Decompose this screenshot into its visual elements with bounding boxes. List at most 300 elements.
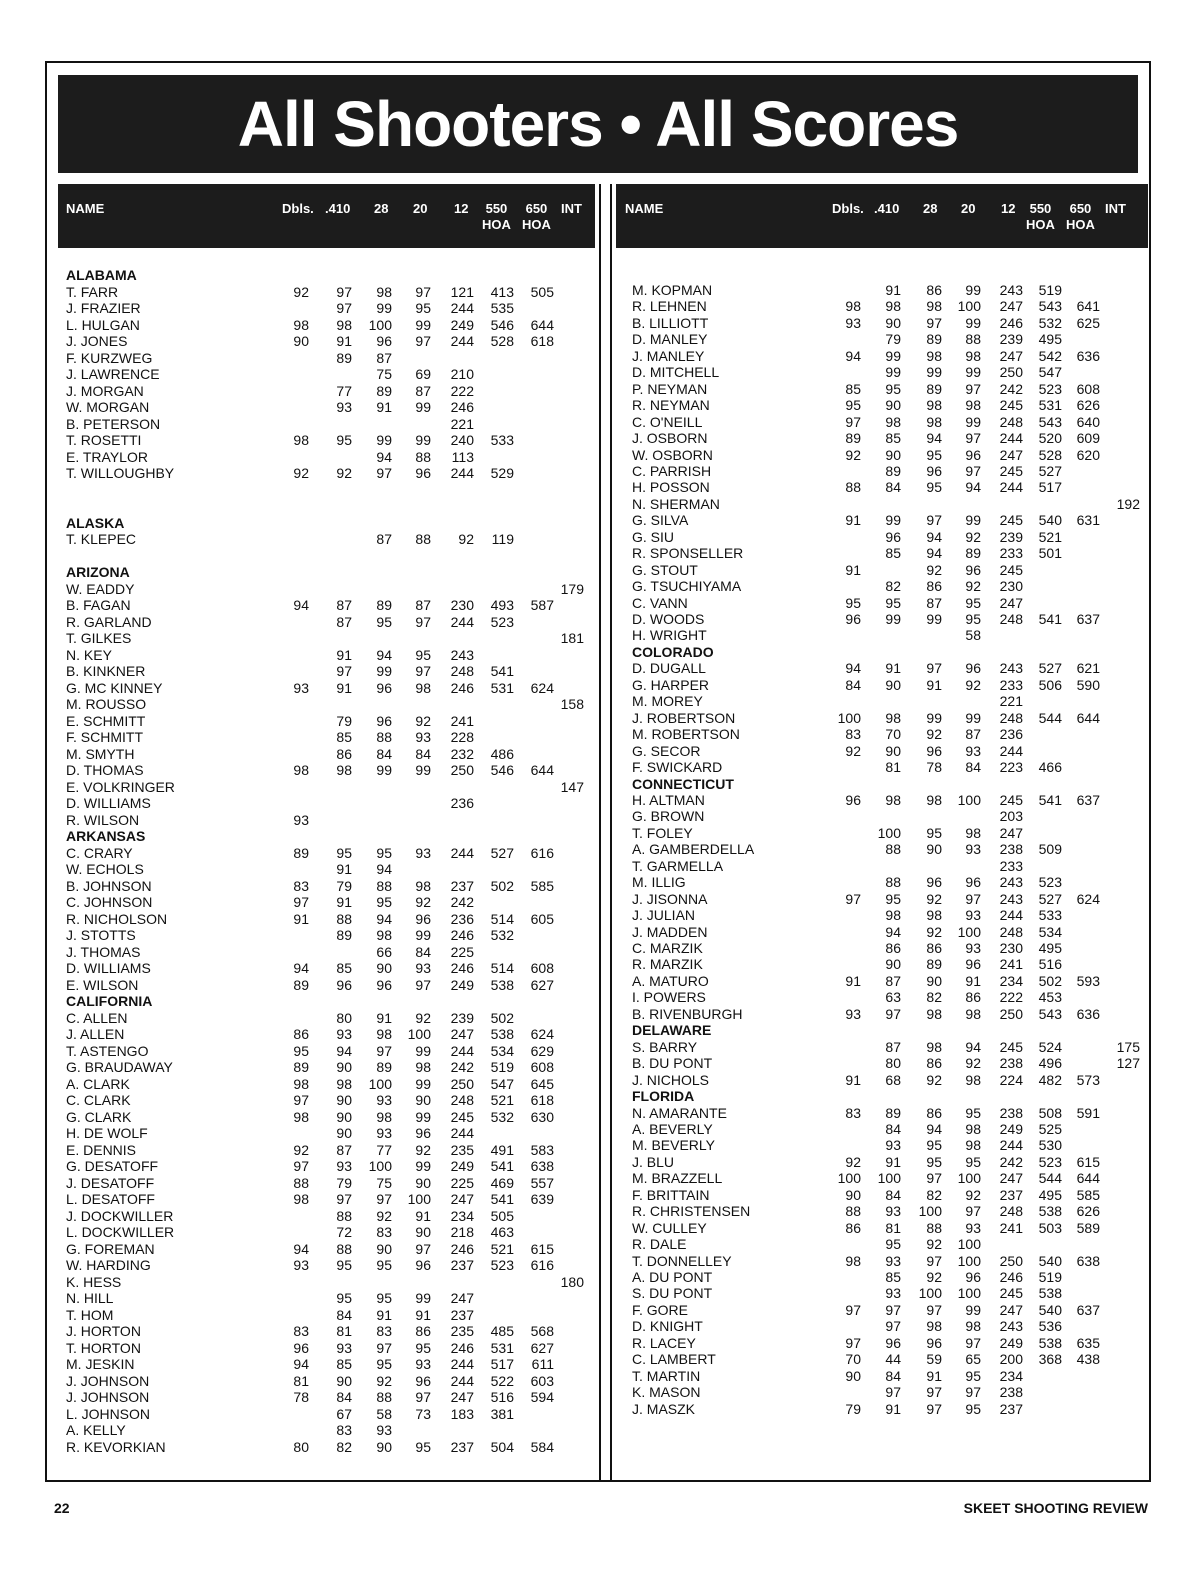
score-c28: 97 bbox=[926, 512, 942, 529]
score-c28: 86 bbox=[926, 578, 942, 595]
score-c12: 242 bbox=[999, 380, 1023, 397]
score-c410: 81 bbox=[885, 1219, 901, 1236]
shooter-name: T. KLEPEC bbox=[66, 531, 137, 547]
score-c410: 92 bbox=[336, 465, 352, 481]
score-c28: 98 bbox=[926, 298, 942, 315]
header-12: 12 bbox=[454, 201, 469, 216]
header-650-label: 650 bbox=[525, 201, 548, 216]
score-dbls: 92 bbox=[293, 283, 309, 300]
score-c12: 248 bbox=[999, 413, 1023, 430]
shooter-name: D. WILLIAMS bbox=[66, 960, 151, 976]
score-c20: 91 bbox=[415, 1306, 431, 1323]
score-c28: 99 bbox=[926, 611, 942, 627]
score-c20: 95 bbox=[965, 1104, 981, 1121]
shooter-name: N. SHERMAN bbox=[632, 495, 720, 512]
score-int: 181 bbox=[560, 630, 584, 646]
shooter-name: W. HARDING bbox=[66, 1257, 151, 1273]
shooter-row bbox=[612, 1335, 1152, 1352]
score-c20: 93 bbox=[965, 907, 981, 924]
shooter-name: G. FOREMAN bbox=[66, 1240, 155, 1257]
shooter-name: T. FARR bbox=[66, 283, 119, 300]
score-c20: 99 bbox=[415, 1290, 431, 1306]
score-c28: 96 bbox=[376, 679, 392, 696]
score-c12: 250 bbox=[999, 1005, 1023, 1022]
score-c550: 543 bbox=[1038, 298, 1062, 315]
score-c410: 95 bbox=[885, 1236, 901, 1253]
score-c650: 624 bbox=[530, 1026, 554, 1042]
score-c650: 573 bbox=[1076, 1071, 1100, 1088]
score-c12: 248 bbox=[450, 663, 474, 679]
score-dbls: 94 bbox=[293, 960, 309, 976]
state-heading bbox=[54, 564, 599, 581]
score-c20: 95 bbox=[415, 1438, 431, 1455]
score-dbls: 96 bbox=[845, 791, 861, 808]
shooter-name: J. JOHNSON bbox=[66, 1372, 150, 1389]
state-heading bbox=[54, 515, 599, 532]
shooter-row bbox=[612, 1105, 1152, 1122]
shooter-row bbox=[54, 300, 599, 317]
score-c12: 250 bbox=[450, 762, 474, 778]
score-c12: 233 bbox=[999, 857, 1023, 874]
score-c410: 95 bbox=[336, 844, 352, 861]
shooter-row bbox=[612, 512, 1152, 529]
score-c12: 237 bbox=[999, 1186, 1023, 1203]
score-c20: 87 bbox=[415, 597, 431, 613]
score-c28: 82 bbox=[926, 1186, 942, 1203]
score-c550: 495 bbox=[1038, 940, 1062, 956]
score-c28: 100 bbox=[918, 1285, 942, 1302]
score-c410: 85 bbox=[885, 1269, 901, 1285]
shooter-name: A. CLARK bbox=[66, 1075, 130, 1092]
score-c28: 95 bbox=[376, 1257, 392, 1273]
shooter-row bbox=[612, 956, 1152, 973]
score-c410: 79 bbox=[885, 331, 901, 348]
score-c12: 248 bbox=[999, 1203, 1023, 1220]
score-c28: 89 bbox=[376, 1059, 392, 1075]
score-c410: 93 bbox=[885, 1203, 901, 1220]
shooter-name: M. SMYTH bbox=[66, 745, 135, 762]
score-c550: 516 bbox=[490, 1389, 514, 1405]
score-c650: 638 bbox=[1076, 1252, 1100, 1269]
score-c550: 534 bbox=[490, 1042, 514, 1059]
shooter-row bbox=[54, 1158, 599, 1175]
score-c12: 246 bbox=[450, 1240, 474, 1257]
score-c28: 92 bbox=[926, 726, 942, 743]
shooter-row bbox=[612, 743, 1152, 760]
score-c20: 99 bbox=[965, 364, 981, 381]
shooter-row bbox=[54, 779, 599, 796]
score-c20: 96 bbox=[415, 1257, 431, 1273]
shooter-row bbox=[612, 397, 1152, 414]
publication-name: SKEET SHOOTING REVIEW bbox=[963, 1500, 1148, 1516]
score-c28: 89 bbox=[926, 956, 942, 973]
score-c410: 84 bbox=[336, 1306, 352, 1323]
score-c20: 97 bbox=[415, 1240, 431, 1257]
score-c20: 88 bbox=[415, 531, 431, 547]
shooter-row bbox=[612, 907, 1152, 924]
header-410: .410 bbox=[325, 201, 351, 216]
score-c410: 90 bbox=[336, 1125, 352, 1141]
score-c550: 496 bbox=[1038, 1055, 1062, 1072]
shooter-name: D. KNIGHT bbox=[632, 1318, 703, 1335]
shooter-row bbox=[54, 911, 599, 928]
shooter-row bbox=[612, 627, 1152, 644]
score-c28: 100 bbox=[368, 1075, 392, 1092]
score-c550: 532 bbox=[490, 1108, 514, 1125]
score-int: 192 bbox=[1116, 495, 1140, 512]
shooter-row bbox=[54, 366, 599, 383]
score-c12: 235 bbox=[450, 1141, 474, 1158]
score-c550: 543 bbox=[1038, 413, 1062, 430]
shooter-name: E. SCHMITT bbox=[66, 712, 146, 729]
score-c12: 247 bbox=[450, 1389, 474, 1405]
score-c20: 58 bbox=[965, 627, 981, 644]
score-dbls: 93 bbox=[845, 1005, 861, 1022]
score-c550: 541 bbox=[1038, 791, 1062, 808]
shooter-name: B. PETERSON bbox=[66, 415, 161, 432]
score-c410: 88 bbox=[885, 874, 901, 891]
score-c650: 618 bbox=[530, 1092, 554, 1108]
score-c20: 65 bbox=[965, 1351, 981, 1368]
score-dbls: 95 bbox=[845, 594, 861, 611]
score-c12: 230 bbox=[450, 597, 474, 613]
shooter-name: M. MOREY bbox=[632, 693, 703, 710]
score-c28: 97 bbox=[926, 1301, 942, 1318]
score-c410: 88 bbox=[336, 1240, 352, 1257]
score-c28: 93 bbox=[376, 1125, 392, 1141]
state-name: ARIZONA bbox=[66, 564, 130, 580]
shooter-row bbox=[54, 680, 599, 697]
score-c410: 88 bbox=[336, 910, 352, 927]
score-c28: 87 bbox=[376, 531, 392, 547]
score-c12: 230 bbox=[999, 578, 1023, 595]
score-c550: 531 bbox=[490, 1339, 514, 1356]
score-c410: 90 bbox=[885, 446, 901, 463]
score-c410: 98 bbox=[336, 762, 352, 778]
score-c28: 98 bbox=[376, 927, 392, 943]
score-c12: 244 bbox=[999, 742, 1023, 759]
shooter-name: C. LAMBERT bbox=[632, 1351, 716, 1368]
score-c20: 97 bbox=[965, 380, 981, 397]
state-name: ALASKA bbox=[66, 514, 125, 531]
score-c410: 90 bbox=[885, 742, 901, 759]
score-c410: 93 bbox=[885, 1252, 901, 1269]
header-650-hoa: HOA bbox=[1066, 217, 1095, 232]
score-c410: 84 bbox=[336, 1389, 352, 1405]
score-c12: 238 bbox=[999, 1055, 1023, 1072]
score-c28: 97 bbox=[376, 465, 392, 481]
shooter-name: A. KELLY bbox=[66, 1422, 126, 1438]
score-c12: 246 bbox=[999, 1269, 1023, 1285]
shooter-name: C. VANN bbox=[632, 594, 688, 611]
shooter-name: D. MITCHELL bbox=[632, 364, 720, 381]
score-c410: 83 bbox=[336, 1422, 352, 1438]
score-c410: 81 bbox=[336, 1323, 352, 1339]
shooter-row bbox=[54, 1043, 599, 1060]
score-c410: 89 bbox=[336, 349, 352, 366]
shooter-name: G. SILVA bbox=[632, 512, 689, 529]
score-c410: 90 bbox=[336, 1059, 352, 1075]
score-c28: 98 bbox=[926, 397, 942, 414]
score-c28: 93 bbox=[376, 1422, 392, 1438]
score-c12: 237 bbox=[450, 1306, 474, 1323]
score-c12: 244 bbox=[450, 1042, 474, 1059]
score-c20: 98 bbox=[965, 347, 981, 364]
score-c28: 98 bbox=[926, 347, 942, 364]
score-c410: 84 bbox=[885, 1120, 901, 1137]
score-dbls: 92 bbox=[293, 1141, 309, 1158]
score-dbls: 97 bbox=[845, 1334, 861, 1351]
score-c410: 99 bbox=[885, 364, 901, 381]
score-c12: 247 bbox=[450, 1026, 474, 1042]
score-c550: 491 bbox=[490, 1141, 514, 1158]
score-c12: 230 bbox=[999, 940, 1023, 956]
score-c28: 94 bbox=[376, 448, 392, 465]
score-c550: 542 bbox=[1038, 347, 1062, 364]
score-c410: 96 bbox=[885, 528, 901, 545]
score-c410: 87 bbox=[885, 1038, 901, 1055]
score-c20: 99 bbox=[415, 316, 431, 333]
score-c12: 247 bbox=[999, 594, 1023, 611]
score-c20: 73 bbox=[415, 1405, 431, 1422]
score-c410: 99 bbox=[885, 347, 901, 364]
score-c410: 100 bbox=[877, 1170, 901, 1187]
score-c12: 244 bbox=[450, 1372, 474, 1389]
score-c20: 95 bbox=[965, 1400, 981, 1417]
score-dbls: 97 bbox=[293, 1158, 309, 1174]
score-c410: 98 bbox=[885, 709, 901, 726]
shooter-row bbox=[54, 878, 599, 895]
score-c28: 66 bbox=[376, 943, 392, 960]
score-c20: 98 bbox=[965, 1318, 981, 1335]
score-c550: 528 bbox=[490, 333, 514, 349]
score-c550: 504 bbox=[490, 1438, 514, 1455]
score-int: 158 bbox=[560, 696, 584, 712]
score-c20: 99 bbox=[965, 512, 981, 529]
score-c28: 95 bbox=[926, 1137, 942, 1154]
score-c28: 91 bbox=[926, 1367, 942, 1384]
score-c550: 523 bbox=[490, 1257, 514, 1273]
score-c20: 84 bbox=[965, 759, 981, 776]
state-heading bbox=[54, 267, 599, 284]
shooter-name: J. DESATOFF bbox=[66, 1174, 155, 1191]
score-c20: 86 bbox=[415, 1323, 431, 1339]
shooter-name: T. MARTIN bbox=[632, 1367, 701, 1384]
score-dbls: 97 bbox=[845, 413, 861, 430]
shooter-name: M. KOPMAN bbox=[632, 282, 713, 298]
score-c20: 95 bbox=[415, 300, 431, 316]
score-c28: 95 bbox=[926, 824, 942, 841]
score-c550: 482 bbox=[1038, 1071, 1062, 1088]
shooter-name: R. SPONSELLER bbox=[632, 545, 744, 562]
score-c20: 99 bbox=[415, 1042, 431, 1059]
shooter-name: J. DOCKWILLER bbox=[66, 1207, 174, 1224]
score-c12: 222 bbox=[450, 382, 474, 399]
header-int: INT bbox=[1105, 201, 1126, 216]
score-c410: 44 bbox=[885, 1351, 901, 1368]
score-c650: 618 bbox=[530, 333, 554, 349]
score-c28: 78 bbox=[926, 759, 942, 776]
score-c550: 495 bbox=[1038, 331, 1062, 348]
score-c550: 523 bbox=[490, 613, 514, 630]
shooter-name: J. JONES bbox=[66, 333, 128, 349]
score-c20: 98 bbox=[965, 1005, 981, 1022]
score-c410: 97 bbox=[885, 1384, 901, 1401]
score-c12: 237 bbox=[450, 1257, 474, 1273]
score-c12: 243 bbox=[450, 646, 474, 663]
score-c550: 521 bbox=[490, 1092, 514, 1108]
shooter-row bbox=[612, 1170, 1152, 1187]
score-c410: 86 bbox=[336, 745, 352, 762]
score-c550: 519 bbox=[490, 1059, 514, 1075]
score-c410: 91 bbox=[336, 894, 352, 910]
shooter-row bbox=[612, 545, 1152, 562]
state-heading bbox=[54, 828, 599, 845]
score-c20: 97 bbox=[415, 976, 431, 993]
score-c12: 244 bbox=[999, 1137, 1023, 1154]
score-c410: 96 bbox=[885, 1334, 901, 1351]
score-c28: 82 bbox=[926, 989, 942, 1006]
shooter-row bbox=[54, 1257, 599, 1274]
shooter-name: J. NICHOLS bbox=[632, 1071, 710, 1088]
state-heading bbox=[612, 644, 1152, 661]
score-c650: 591 bbox=[1076, 1104, 1100, 1121]
right-column bbox=[610, 184, 1152, 1482]
score-c550: 485 bbox=[490, 1323, 514, 1339]
shooter-row bbox=[54, 1323, 599, 1340]
score-c28: 92 bbox=[926, 1071, 942, 1088]
score-c20: 95 bbox=[415, 1339, 431, 1356]
score-c12: 239 bbox=[450, 1009, 474, 1026]
shooter-row bbox=[54, 531, 599, 548]
score-c410: 63 bbox=[885, 989, 901, 1006]
score-c20: 96 bbox=[415, 465, 431, 481]
score-c28: 95 bbox=[376, 894, 392, 910]
score-c20: 99 bbox=[965, 282, 981, 298]
score-c12: 245 bbox=[999, 462, 1023, 479]
score-c650: 608 bbox=[530, 1059, 554, 1075]
shooter-name: R. NEYMAN bbox=[632, 397, 710, 414]
score-c20: 96 bbox=[415, 910, 431, 927]
score-c28: 97 bbox=[926, 1400, 942, 1417]
score-c650: 603 bbox=[530, 1372, 554, 1389]
score-c650: 621 bbox=[1076, 660, 1100, 677]
score-c410: 90 bbox=[336, 1372, 352, 1389]
score-dbls: 91 bbox=[845, 512, 861, 529]
shooter-name: T. HORTON bbox=[66, 1339, 141, 1356]
score-c650: 635 bbox=[1076, 1334, 1100, 1351]
score-dbls: 81 bbox=[293, 1372, 309, 1389]
score-c20: 93 bbox=[965, 841, 981, 858]
score-c28: 86 bbox=[926, 1104, 942, 1121]
score-c20: 99 bbox=[965, 709, 981, 726]
score-c28: 58 bbox=[376, 1405, 392, 1422]
score-int: 179 bbox=[560, 580, 584, 597]
score-c20: 87 bbox=[965, 726, 981, 743]
score-c410: 93 bbox=[885, 1137, 901, 1154]
score-c12: 248 bbox=[999, 923, 1023, 940]
score-c12: 200 bbox=[999, 1351, 1023, 1368]
score-c410: 82 bbox=[336, 1438, 352, 1455]
score-c12: 235 bbox=[450, 1323, 474, 1339]
score-dbls: 94 bbox=[293, 1240, 309, 1257]
score-dbls: 83 bbox=[293, 877, 309, 894]
shooter-row bbox=[54, 647, 599, 664]
shooter-row bbox=[54, 1208, 599, 1225]
score-c550: 536 bbox=[1038, 1318, 1062, 1335]
shooter-name: R. LACEY bbox=[632, 1334, 696, 1351]
score-c28: 96 bbox=[376, 976, 392, 993]
header-650 bbox=[522, 201, 551, 233]
shooter-row bbox=[612, 710, 1152, 727]
score-dbls: 83 bbox=[845, 726, 861, 743]
shooter-name: M. ROUSSO bbox=[66, 696, 147, 712]
shooter-name: C. JOHNSON bbox=[66, 894, 153, 910]
score-dbls: 96 bbox=[293, 1339, 309, 1356]
score-c12: 234 bbox=[999, 972, 1023, 989]
score-c410: 85 bbox=[336, 960, 352, 976]
score-c550: 119 bbox=[491, 531, 514, 547]
score-c410: 93 bbox=[336, 1026, 352, 1042]
shooter-row bbox=[54, 597, 599, 614]
score-dbls: 70 bbox=[845, 1351, 861, 1368]
score-dbls: 92 bbox=[293, 465, 309, 481]
score-c20: 100 bbox=[957, 1285, 981, 1302]
score-c12: 247 bbox=[999, 824, 1023, 841]
score-c12: 223 bbox=[999, 759, 1023, 776]
score-c550: 529 bbox=[490, 465, 514, 481]
shooter-row bbox=[54, 812, 599, 829]
score-dbls: 97 bbox=[845, 1301, 861, 1318]
score-c550: 544 bbox=[1038, 1170, 1062, 1187]
shooter-name: J. OSBORN bbox=[632, 430, 708, 447]
score-c20: 86 bbox=[965, 989, 981, 1006]
score-c20: 97 bbox=[415, 613, 431, 630]
score-c410: 90 bbox=[885, 314, 901, 331]
score-c28: 99 bbox=[926, 709, 942, 726]
score-c20: 96 bbox=[965, 1269, 981, 1285]
score-c28: 59 bbox=[926, 1351, 942, 1368]
score-c28: 94 bbox=[376, 910, 392, 927]
score-c550: 534 bbox=[1038, 923, 1062, 940]
score-c550: 517 bbox=[1038, 479, 1062, 496]
score-c20: 99 bbox=[415, 927, 431, 943]
score-c28: 98 bbox=[926, 791, 942, 808]
score-c12: 244 bbox=[450, 613, 474, 630]
score-c410: 85 bbox=[885, 545, 901, 562]
score-c20: 95 bbox=[965, 594, 981, 611]
score-c410: 87 bbox=[336, 597, 352, 613]
shooter-name: A. DU PONT bbox=[632, 1269, 713, 1285]
score-c12: 239 bbox=[999, 528, 1023, 545]
score-c650: 627 bbox=[530, 1339, 554, 1356]
header-12: 12 bbox=[1001, 201, 1016, 216]
shooter-name: B. DU PONT bbox=[632, 1055, 713, 1072]
shooter-name: N. KEY bbox=[66, 646, 112, 663]
score-c12: 244 bbox=[450, 844, 474, 861]
score-c650: 636 bbox=[1076, 347, 1100, 364]
score-dbls: 98 bbox=[293, 432, 309, 448]
score-dbls: 91 bbox=[293, 910, 309, 927]
score-dbls: 98 bbox=[845, 298, 861, 315]
score-c12: 244 bbox=[450, 465, 474, 481]
score-c650: 589 bbox=[1076, 1219, 1100, 1236]
shooter-row bbox=[54, 746, 599, 763]
score-c28: 97 bbox=[926, 1170, 942, 1187]
shooter-name: N. HILL bbox=[66, 1290, 114, 1306]
shooter-name: D. THOMAS bbox=[66, 762, 144, 778]
shooter-name: S. BARRY bbox=[632, 1038, 698, 1055]
